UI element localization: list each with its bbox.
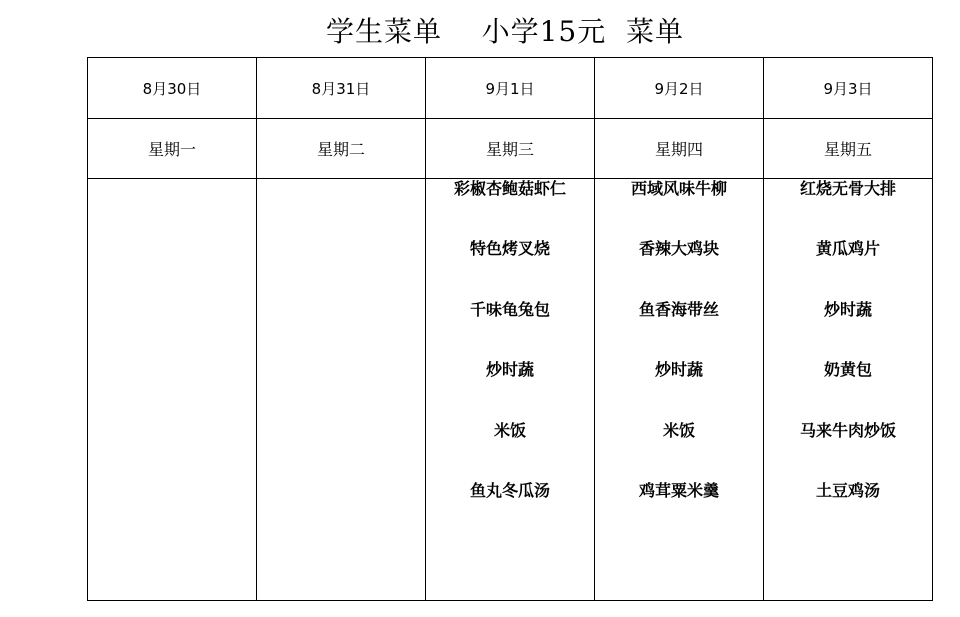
dish-item: 鱼香海带丝: [638, 299, 719, 319]
dish-item: 炒时蔬: [823, 299, 872, 319]
dish-item: 炒时蔬: [485, 360, 534, 380]
weekday-cell: 星期五: [764, 119, 933, 179]
date-cell: 8月31日: [257, 58, 426, 119]
weekday-row: [88, 119, 933, 179]
menu-table: [87, 57, 933, 601]
weekday-cell: 星期一: [88, 119, 257, 179]
dish-item: 米饭: [493, 420, 526, 440]
dish-item: 西域风味牛柳: [630, 179, 727, 198]
dish-item: 鱼丸冬瓜汤: [469, 480, 550, 500]
dish-item: 土豆鸡汤: [815, 480, 880, 500]
dishes-cell: [764, 179, 933, 601]
dish-item: 千味龟兔包: [469, 299, 550, 319]
date-row: [88, 58, 933, 119]
date-cell: 9月3日: [764, 58, 933, 119]
dishes-row: [88, 179, 933, 601]
date-cell: 8月30日: [88, 58, 257, 119]
dish-item: 米饭: [662, 420, 695, 440]
dish-item: 马来牛肉炒饭: [799, 420, 896, 440]
weekday-cell: 星期二: [257, 119, 426, 179]
dishes-cell: [426, 179, 595, 601]
date-cell: 9月1日: [426, 58, 595, 119]
dish-item: 黄瓜鸡片: [815, 239, 880, 259]
dish-item: 红烧无骨大排: [799, 179, 896, 198]
dish-item: 鸡茸粟米羹: [638, 480, 719, 500]
weekday-cell: 星期三: [426, 119, 595, 179]
weekday-cell: 星期四: [595, 119, 764, 179]
date-cell: 9月2日: [595, 58, 764, 119]
dish-item: 彩椒杏鲍菇虾仁: [453, 179, 566, 198]
dish-item: 香辣大鸡块: [638, 239, 719, 259]
dishes-cell: [257, 179, 426, 601]
dish-item: 炒时蔬: [654, 360, 703, 380]
dish-item: 奶黄包: [823, 360, 872, 380]
dishes-cell: [595, 179, 764, 601]
dish-item: 特色烤叉烧: [469, 239, 550, 259]
page-title: 学生菜单 小学15元 菜单: [325, 15, 685, 48]
dishes-cell: [88, 179, 257, 601]
